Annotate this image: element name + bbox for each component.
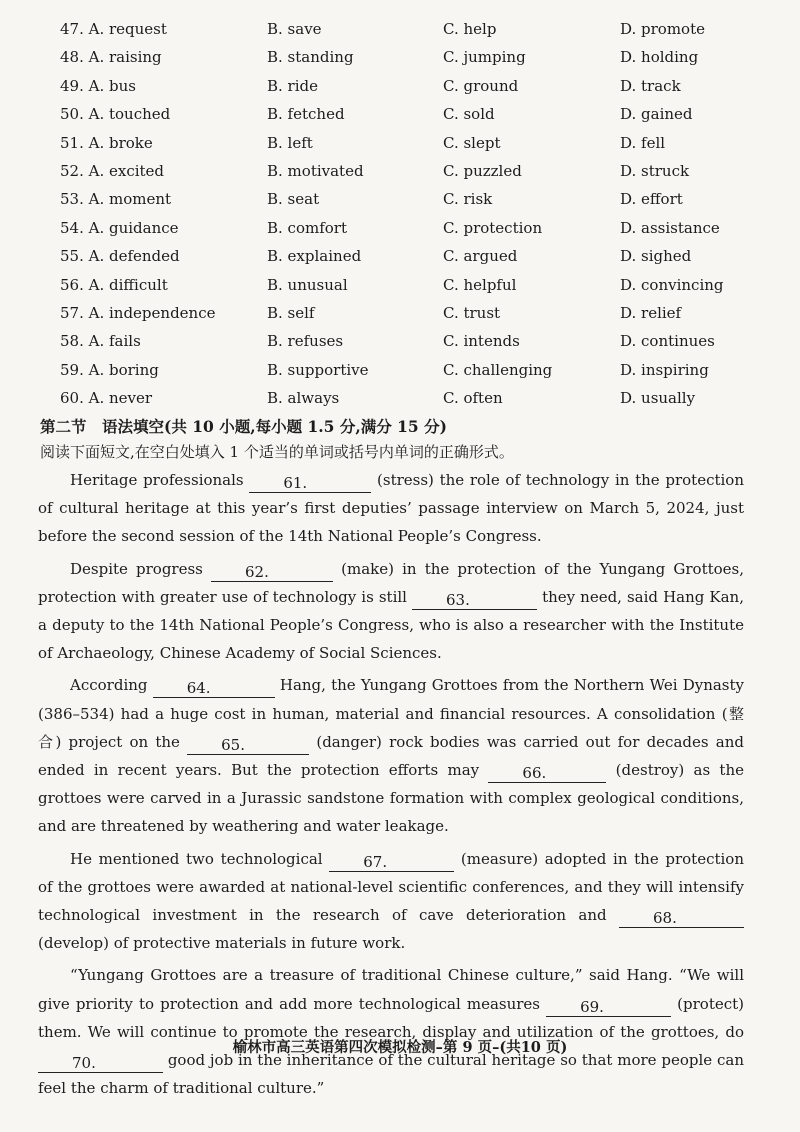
option-c[interactable]: C. helpful (443, 275, 517, 294)
choice-row (58, 270, 778, 298)
option-d[interactable]: D. track (620, 76, 681, 95)
option-a[interactable]: 55. A. defended (60, 247, 180, 266)
option-a[interactable]: 47. A. request (60, 20, 167, 38)
paragraph-3: According 64. Hang, the Yungang Grottoes from the Northern Wei Dynasty (386–534) had a huge cost in human, material and financial resources. A consolidation (整合) project on the 65. (danger) rock bodies was carried out for decades and ended in recent years. But the protection efforts may 66. (destroy) as the grottoes were carved in a Jurassic sandstone formation with complex geological conditions, and are threatened by weathering and water leakage. (38, 676, 744, 836)
option-d[interactable]: D. inspiring (620, 360, 709, 379)
choice-row (58, 128, 778, 156)
choice-row (58, 355, 778, 383)
paragraph-2: Despite progress 62. (make) in the protection of the Yungang Grottoes, protection with greater use of technology is still 63. they need, said Hang Kan, a deputy to the 14th National People’s Congress, who is also a researcher with the Institute of Archaeology, Chinese Academy of Social Sciences. (38, 559, 744, 663)
option-d[interactable]: D. assistance (620, 218, 720, 237)
option-c[interactable]: C. slept (443, 133, 501, 152)
option-c[interactable]: C. help (443, 20, 497, 38)
option-a[interactable]: 54. A. guidance (60, 218, 179, 237)
paragraph-1: Heritage professionals 61. (stress) the role of technology in the protection of cultural heritage at this year’s first deputies’ passage interview on March 5, 2024, just before the second session of the 14th National People’s Congress. (38, 471, 744, 546)
section-title: 第二节 语法填空(共 10 小题,每小题 1.5 分,满分 15 分) (40, 417, 447, 436)
option-a[interactable]: 56. A. difficult (60, 275, 168, 294)
blank-63[interactable]: 63. (412, 591, 537, 610)
blank-70[interactable]: 70. (38, 1054, 163, 1073)
blank-64[interactable]: 64. (153, 679, 275, 698)
paragraph-4: He mentioned two technological 67. (measure) adopted in the protection of the grottoes were awarded at national-level scientific conferences, and they will intensify technological investment in the research of cave deterioration and 68. (develop) of protective materials in future work. (38, 849, 744, 953)
choice-row (58, 99, 778, 127)
option-a[interactable]: 59. A. boring (60, 360, 159, 379)
choice-row (58, 14, 778, 42)
option-d[interactable]: D. struck (620, 161, 690, 180)
option-c[interactable]: C. trust (443, 303, 501, 322)
option-a[interactable]: 60. A. never (60, 389, 153, 408)
option-c[interactable]: C. often (443, 389, 503, 408)
option-a[interactable]: 58. A. fails (60, 332, 141, 351)
blank-67[interactable]: 67. (329, 853, 454, 872)
choice-row (58, 71, 778, 99)
option-d[interactable]: D. convincing (620, 275, 724, 294)
option-d[interactable]: D. usually (620, 389, 696, 408)
section-instruction: 阅读下面短文,在空白处填入 1 个适当的单词或括号内单词的正确形式。 (40, 443, 514, 461)
option-d[interactable]: D. effort (620, 190, 683, 209)
passage (38, 466, 744, 1106)
choice-row (58, 298, 778, 326)
option-c[interactable]: C. argued (443, 247, 518, 266)
option-c[interactable]: C. challenging (443, 360, 553, 379)
option-b[interactable]: B. supportive (267, 360, 369, 379)
option-b[interactable]: B. refuses (267, 332, 344, 351)
option-c[interactable]: C. intends (443, 332, 520, 351)
option-b[interactable]: B. standing (267, 48, 354, 67)
choice-row (58, 326, 778, 354)
option-c[interactable]: C. risk (443, 190, 493, 209)
option-a[interactable]: 53. A. moment (60, 190, 172, 209)
choice-row (58, 241, 778, 269)
choice-row (58, 184, 778, 212)
option-b[interactable]: B. self (267, 303, 315, 322)
choice-row (58, 42, 778, 70)
blank-66[interactable]: 66. (488, 764, 606, 783)
option-b[interactable]: B. seat (267, 190, 320, 209)
option-b[interactable]: B. explained (267, 247, 362, 266)
choice-table (58, 14, 778, 411)
option-b[interactable]: B. save (267, 20, 322, 38)
option-a[interactable]: 48. A. raising (60, 48, 162, 67)
option-c[interactable]: C. jumping (443, 48, 526, 67)
option-a[interactable]: 52. A. excited (60, 161, 165, 180)
blank-65[interactable]: 65. (187, 736, 309, 755)
option-c[interactable]: C. ground (443, 76, 519, 95)
option-b[interactable]: B. always (267, 389, 340, 408)
choice-row (58, 383, 778, 411)
paragraph-5: “Yungang Grottoes are a treasure of traditional Chinese culture,” said Hang. “We will give priority to protection and add more technological measures 69. (protect) them. We will continue to promote the research, display and utilization of the grottoes, do 70. good job in the inheritance of the cultural heritage so that more people can feel the charm of traditional culture.” (38, 966, 745, 1098)
page-footer: 榆林市高三英语第四次模拟检测–第 9 页–(共10 页) (232, 1039, 568, 1056)
option-c[interactable]: C. puzzled (443, 161, 522, 180)
option-a[interactable]: 50. A. touched (60, 105, 171, 124)
blank-68[interactable]: 68. (619, 909, 744, 928)
choice-row (58, 156, 778, 184)
option-b[interactable]: B. left (267, 133, 313, 152)
option-b[interactable]: B. motivated (267, 161, 364, 180)
option-d[interactable]: D. sighed (620, 247, 692, 266)
option-b[interactable]: B. unusual (267, 275, 348, 294)
option-c[interactable]: C. sold (443, 105, 495, 124)
option-b[interactable]: B. fetched (267, 105, 345, 124)
option-a[interactable]: 57. A. independence (60, 303, 216, 322)
choice-row (58, 213, 778, 241)
option-d[interactable]: D. gained (620, 105, 693, 124)
option-c[interactable]: C. protection (443, 218, 543, 237)
option-b[interactable]: B. comfort (267, 218, 347, 237)
option-a[interactable]: 51. A. broke (60, 133, 153, 152)
blank-62[interactable]: 62. (211, 563, 333, 582)
option-d[interactable]: D. promote (620, 20, 705, 38)
option-b[interactable]: B. ride (267, 76, 319, 95)
option-d[interactable]: D. continues (620, 332, 715, 351)
option-d[interactable]: D. fell (620, 133, 666, 152)
option-a[interactable]: 49. A. bus (60, 76, 136, 95)
option-d[interactable]: D. holding (620, 48, 699, 67)
blank-69[interactable]: 69. (546, 998, 671, 1017)
blank-61[interactable]: 61. (249, 474, 371, 493)
option-d[interactable]: D. relief (620, 303, 682, 322)
